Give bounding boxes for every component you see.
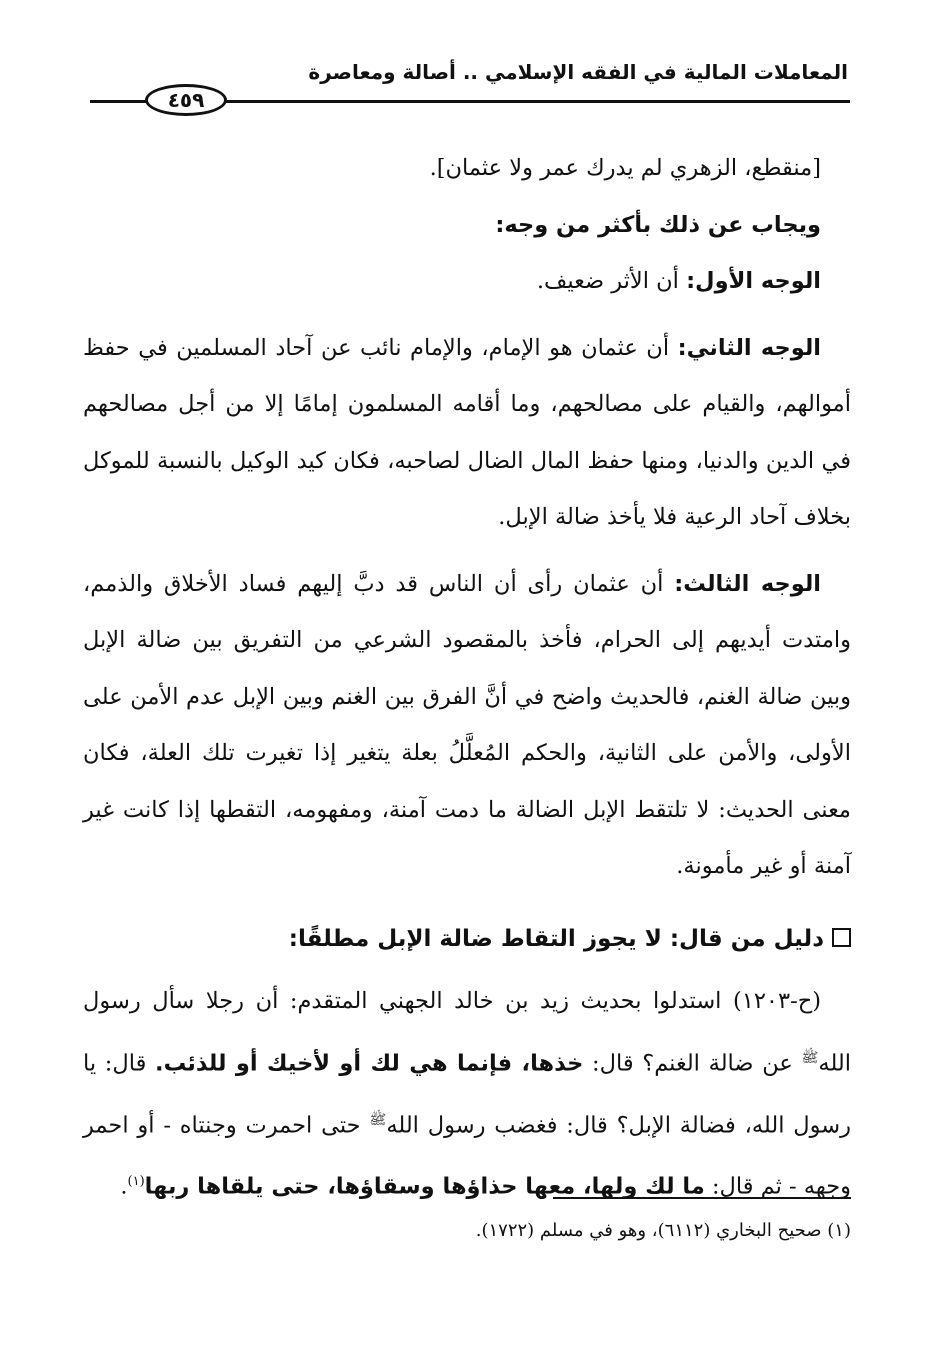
- hadith-text-2: عن ضالة الغنم؟ قال:: [583, 1050, 802, 1076]
- second-aspect-label: الوجه الثاني:: [677, 334, 822, 361]
- honorific-1: ﷺ: [801, 1049, 819, 1066]
- hadith-quote-1: خذها، فإنما هي لك أو لأخيك أو للذئب.: [155, 1050, 584, 1076]
- paragraph-response-intro: ويجاب عن ذلك بأكثر من وجه:: [495, 211, 821, 238]
- footnote-rule: [553, 1197, 851, 1199]
- section-heading: [83, 911, 851, 968]
- first-aspect-label: الوجه الأول:: [686, 268, 821, 294]
- paragraph-first-aspect: [83, 253, 851, 310]
- paragraph-hadith: [83, 973, 851, 1215]
- checkbox-icon: [832, 928, 851, 947]
- hadith-text-4: حتى احمرت وجنتاه - أو احمر وجهه - ثم قال:: [83, 1112, 851, 1199]
- hadith-quote-2: ما لك ولها، معها حذاؤها وسقاؤها، حتى يلقاها ربها: [144, 1173, 705, 1199]
- second-aspect-text: أن عثمان هو الإمام، والإمام نائب عن آحاد المسلمين في حفظ أموالهم، والقيام على مصالحهم، وما أقامه المسلمون إمامًا إلا من أجل مصالحهم في الدين والدنيا، ومنها حفظ المال الضال لصاحبه، فكان كيد الوكيل بالنسبة للموكل بخلاف آحاد الرعية فلا يأخذ ضالة الإبل.: [83, 334, 851, 530]
- hadith-end: .: [120, 1173, 128, 1199]
- paragraph-third-aspect: [83, 556, 851, 895]
- footnote-1: (١) صحيح البخاري (٦١١٢)، وهو في مسلم (١٧٢٢).: [475, 1220, 851, 1241]
- hadith-text-3: قال: يا رسول الله، فضالة الإبل؟ قال: فغضب رسول الله: [83, 1050, 851, 1138]
- body-text: [83, 140, 851, 1215]
- section-heading-text: دليل من قال: لا يجوز التقاط ضالة الإبل مطلقًا:: [288, 925, 824, 952]
- third-aspect-label: الوجه الثالث:: [674, 570, 821, 597]
- paragraph-isnad-note: [منقطع، الزهري لم يدرك عمر ولا عثمان].: [429, 155, 821, 181]
- running-title: المعاملات المالية في الفقه الإسلامي .. أصالة ومعاصرة: [308, 60, 848, 84]
- honorific-2: ﷺ: [369, 1111, 387, 1128]
- page-number: ٤٥٩: [145, 84, 227, 116]
- third-aspect-text: أن عثمان رأى أن الناس قد دبَّ إليهم فساد الأخلاق والذمم، وامتدت أيديهم إلى الحرام، فأخذ بالمقصود الشرعي من التفريق بين ضالة الإبل وبين ضالة الغنم، فالحديث واضح في أنَّ الفرق بين الغنم وبين الإبل عدم الأمن على الأولى، والأمن على الثانية، والحكم المُعلَّلُ بعلة يتغير إذا تغيرت تلك العلة، فكان معنى الحديث: لا تلتقط الإبل الضالة ما دمت آمنة، ومفهومه، التقطها إذا كانت غير آمنة أو غير مأمونة.: [83, 570, 851, 879]
- first-aspect-text: أن الأثر ضعيف.: [536, 268, 687, 294]
- paragraph-second-aspect: [83, 320, 851, 546]
- footnote-ref-1[interactable]: (١): [127, 1173, 145, 1189]
- hadith-text-1: (ح-١٢٠٣) استدلوا بحديث زيد بن خالد الجهني المتقدم: أن رجلا سأل رسول الله: [83, 988, 851, 1076]
